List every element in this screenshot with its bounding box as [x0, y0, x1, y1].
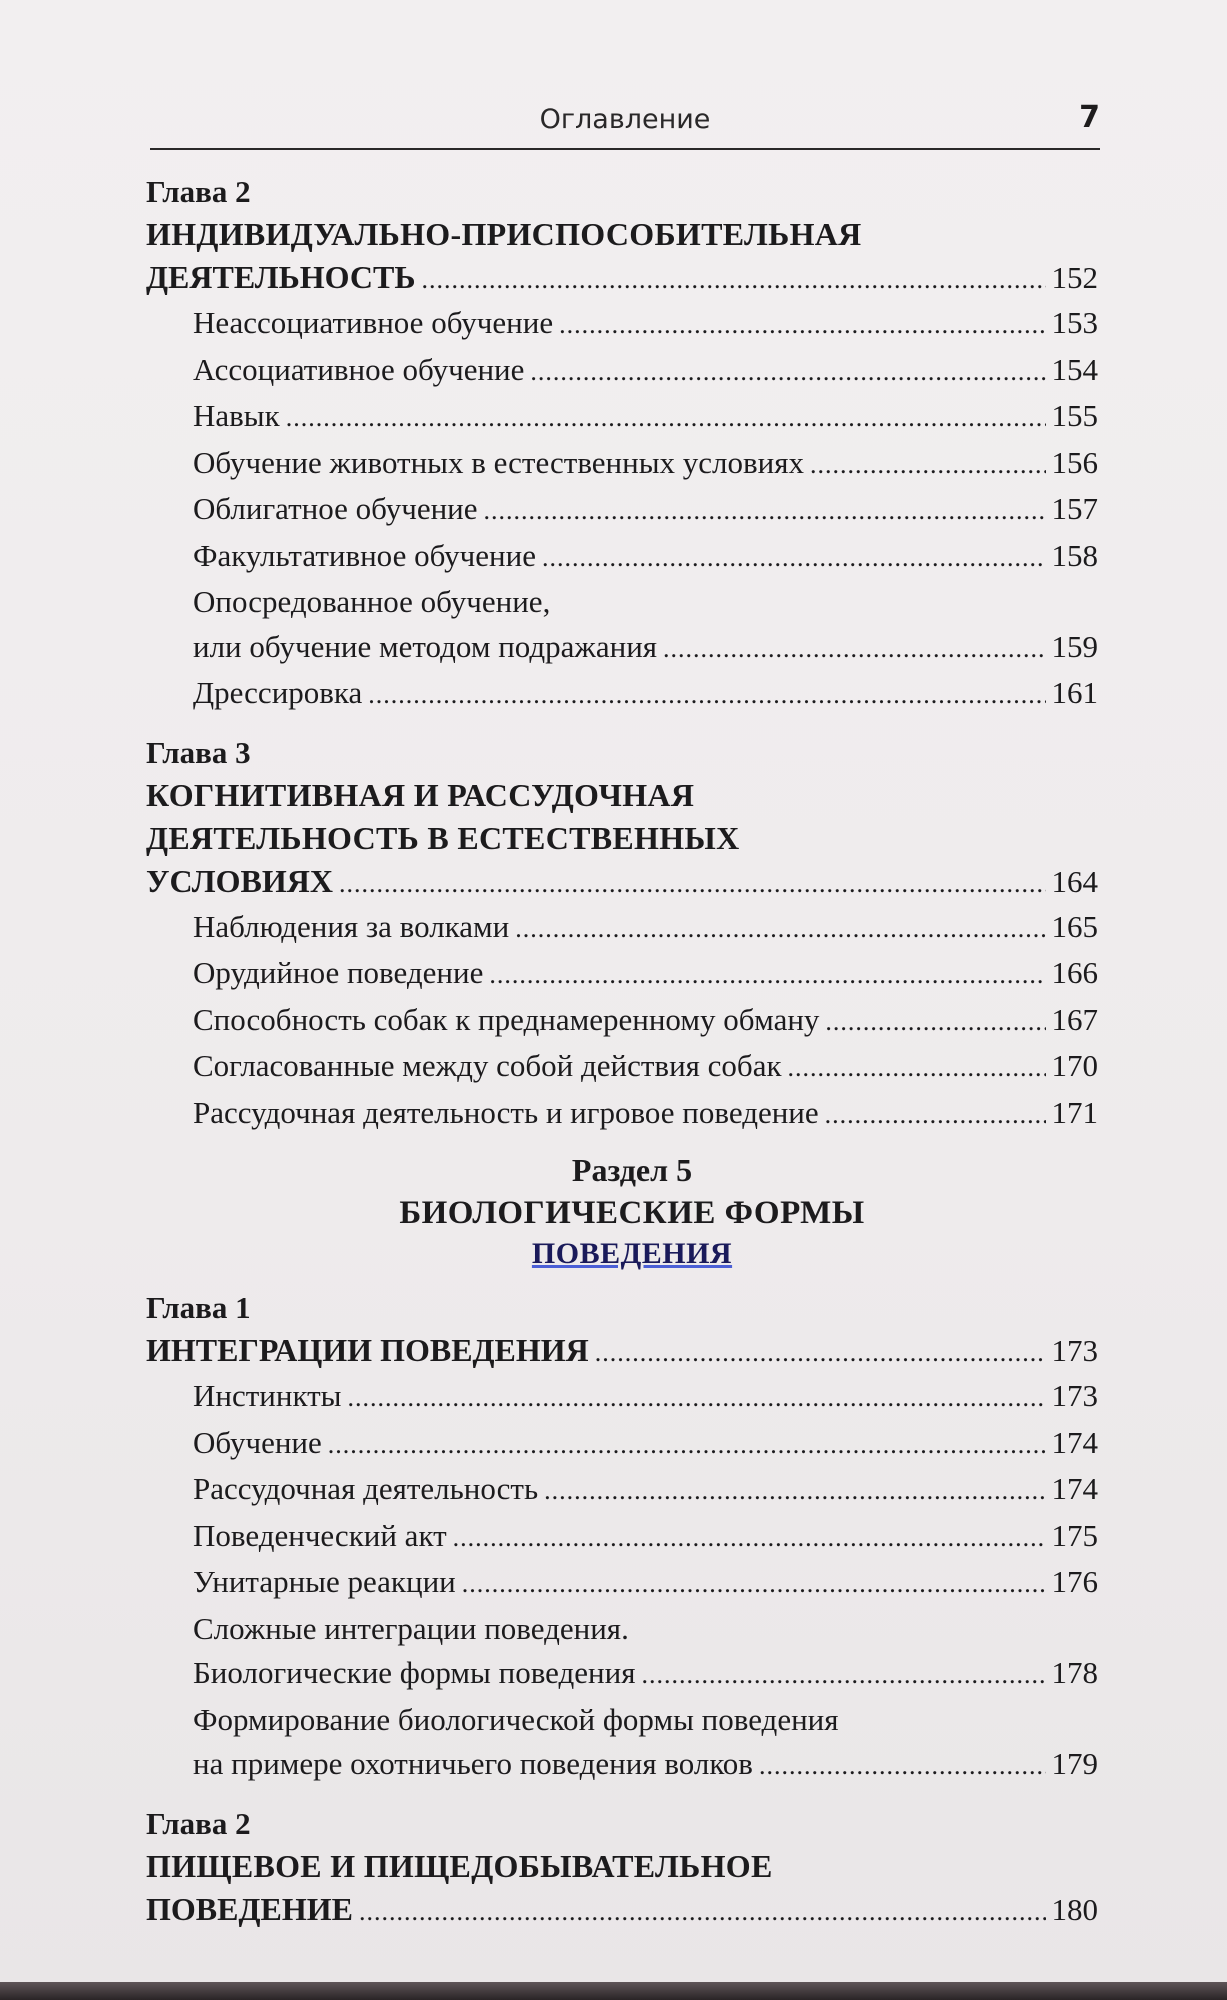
- dot-leader: [453, 1516, 1046, 1561]
- entry-text: Неассоциативное обучение: [193, 305, 554, 340]
- dot-leader: [641, 1653, 1045, 1698]
- page-number: 7: [1079, 100, 1100, 135]
- dot-leader: [542, 536, 1046, 581]
- toc-entry: [146, 1651, 1098, 1698]
- chapter-label: Глава 1: [146, 1290, 251, 1325]
- toc-entry: [146, 441, 1098, 488]
- entry-text: Дрессировка: [193, 675, 363, 710]
- chapter-label: Глава 2: [146, 1805, 251, 1841]
- page-ref: 154: [1051, 351, 1098, 387]
- page-ref: 156: [1051, 444, 1098, 480]
- page-ref: 167: [1051, 1001, 1098, 1037]
- page-ref: 152: [1051, 260, 1098, 295]
- toc-entry: [146, 1421, 1098, 1468]
- chapter-title-line: ПИЩЕВОЕ И ПИЩЕДОБЫВАТЕЛЬНОЕ: [146, 1847, 773, 1884]
- toc-entry: [146, 1467, 1098, 1514]
- dot-leader: [339, 862, 1046, 905]
- page-ref: 179: [1051, 1746, 1098, 1781]
- entry-text: или обучение методом подражания: [193, 628, 658, 664]
- page-ref: 171: [1051, 1094, 1098, 1130]
- page-ref: 174: [1051, 1424, 1098, 1460]
- chapter-title-line: ИНДИВИДУАЛЬНО-ПРИСПОСОБИТЕЛЬНАЯ: [146, 216, 862, 252]
- page-ref: 164: [1051, 863, 1098, 899]
- page-bottom-edge: [0, 1982, 1227, 2000]
- dot-leader: [544, 1469, 1045, 1514]
- page-ref: 173: [1051, 1333, 1098, 1368]
- dot-leader: [825, 1000, 1045, 1045]
- dot-leader: [663, 627, 1045, 672]
- running-title: Оглавление: [539, 104, 711, 135]
- dot-leader: [348, 1376, 1046, 1421]
- entry-text-first-line: Опосредованное обучение,: [193, 584, 551, 619]
- toc-entry: [146, 1044, 1098, 1091]
- page-ref: 155: [1051, 398, 1098, 433]
- toc-entry: [146, 1374, 1098, 1421]
- section-heading: [146, 1149, 1098, 1273]
- page-ref: 173: [1051, 1378, 1098, 1413]
- dot-leader: [368, 673, 1045, 718]
- chapter-title-last: УСЛОВИЯХ: [146, 862, 333, 899]
- entry-text: Биологические формы поведения: [193, 1655, 636, 1690]
- page-ref: 157: [1051, 491, 1098, 526]
- page-ref: 176: [1051, 1564, 1098, 1599]
- toc-entry: [146, 1514, 1098, 1561]
- entry-text: Облигатное обучение: [193, 491, 478, 526]
- dot-leader: [484, 489, 1046, 534]
- page-ref: 170: [1051, 1048, 1098, 1083]
- toc-entry: [146, 394, 1098, 441]
- section-title: БИОЛОГИЧЕСКИЕ ФОРМЫ: [399, 1195, 865, 1231]
- page-ref: 165: [1051, 908, 1098, 944]
- page-ref: 166: [1051, 955, 1098, 990]
- chapter-title-last: ДЕЯТЕЛЬНОСТЬ: [146, 259, 416, 295]
- entry-text: Поведенческий акт: [193, 1517, 447, 1553]
- chapter-label: Глава 2: [146, 174, 251, 209]
- dot-leader: [810, 443, 1045, 488]
- entry-text: Рассудочная деятельность: [193, 1471, 539, 1506]
- dot-leader: [328, 1423, 1046, 1468]
- toc-entry: [146, 1091, 1098, 1138]
- entry-text: Ассоциативное обучение: [193, 351, 525, 387]
- toc-entry: [146, 534, 1098, 581]
- entry-text: Обучение животных в естественных условиях: [193, 444, 805, 480]
- page-ref: 178: [1051, 1655, 1098, 1690]
- chapter-label: Глава 3: [146, 734, 251, 770]
- page-ref: 159: [1051, 628, 1098, 664]
- entry-text: Навык: [193, 398, 280, 433]
- entry-text: Орудийное поведение: [193, 955, 484, 990]
- dot-leader: [759, 1744, 1046, 1789]
- chapter-title-row: [146, 860, 1098, 905]
- page-ref: 175: [1051, 1517, 1098, 1553]
- dot-leader: [422, 258, 1046, 301]
- toc-entry: [146, 1560, 1098, 1607]
- entry-text-first-line: Формирование биологической формы поведения: [193, 1701, 839, 1737]
- dot-leader: [359, 1890, 1046, 1933]
- toc-entry: [146, 625, 1098, 672]
- dot-leader: [559, 303, 1045, 348]
- section-title-second-line: ПОВЕДЕНИЯ: [531, 1237, 733, 1270]
- entry-text: Обучение: [193, 1424, 322, 1460]
- page-ref: 153: [1051, 305, 1098, 340]
- entry-text: на примере охотничьего поведения волков: [193, 1746, 753, 1781]
- toc-entry: [146, 1742, 1098, 1789]
- entry-text: Факультативное обучение: [193, 537, 536, 573]
- toc-entry: [146, 998, 1098, 1045]
- dot-leader: [788, 1046, 1046, 1091]
- dot-leader: [515, 907, 1045, 952]
- dot-leader: [530, 350, 1045, 395]
- page-ref: 158: [1051, 537, 1098, 573]
- page-ref: 174: [1051, 1471, 1098, 1506]
- entry-text: Рассудочная деятельность и игровое поведение: [193, 1094, 819, 1130]
- dot-leader: [462, 1562, 1046, 1607]
- chapter-title-row: [146, 1329, 1098, 1374]
- entry-text: Унитарные реакции: [193, 1564, 456, 1599]
- dot-leader: [825, 1093, 1046, 1138]
- page-ref: 180: [1051, 1891, 1098, 1927]
- dot-leader: [489, 953, 1045, 998]
- toc-entry: [146, 671, 1098, 718]
- toc-entry: [146, 348, 1098, 395]
- entry-text-first-line: Сложные интеграции поведения.: [193, 1610, 629, 1646]
- chapter-title-row: [146, 256, 1098, 301]
- chapter-title-last: ИНТЕГРАЦИИ ПОВЕДЕНИЯ: [146, 1332, 589, 1368]
- section-label: Раздел 5: [571, 1152, 693, 1188]
- dot-leader: [286, 396, 1046, 441]
- toc-entry: [146, 487, 1098, 534]
- chapter-title-line: ДЕЯТЕЛЬНОСТЬ В ЕСТЕСТВЕННЫХ: [146, 819, 740, 856]
- chapter-title-last: ПОВЕДЕНИЕ: [146, 1890, 353, 1927]
- page-ref: 161: [1051, 675, 1098, 710]
- toc-entry: [146, 905, 1098, 952]
- table-of-contents: [146, 171, 1098, 1933]
- entry-text: Инстинкты: [193, 1378, 342, 1413]
- entry-text: Наблюдения за волками: [193, 908, 510, 944]
- dot-leader: [595, 1331, 1046, 1374]
- toc-entry: [146, 951, 1098, 998]
- chapter-title-row: [146, 1888, 1098, 1933]
- running-header: [150, 100, 1100, 150]
- toc-entry: [146, 301, 1098, 348]
- chapter-title-line: КОГНИТИВНАЯ И РАССУДОЧНАЯ: [146, 776, 695, 813]
- entry-text: Способность собак к преднамеренному обману: [193, 1001, 820, 1037]
- entry-text: Согласованные между собой действия собак: [193, 1048, 782, 1083]
